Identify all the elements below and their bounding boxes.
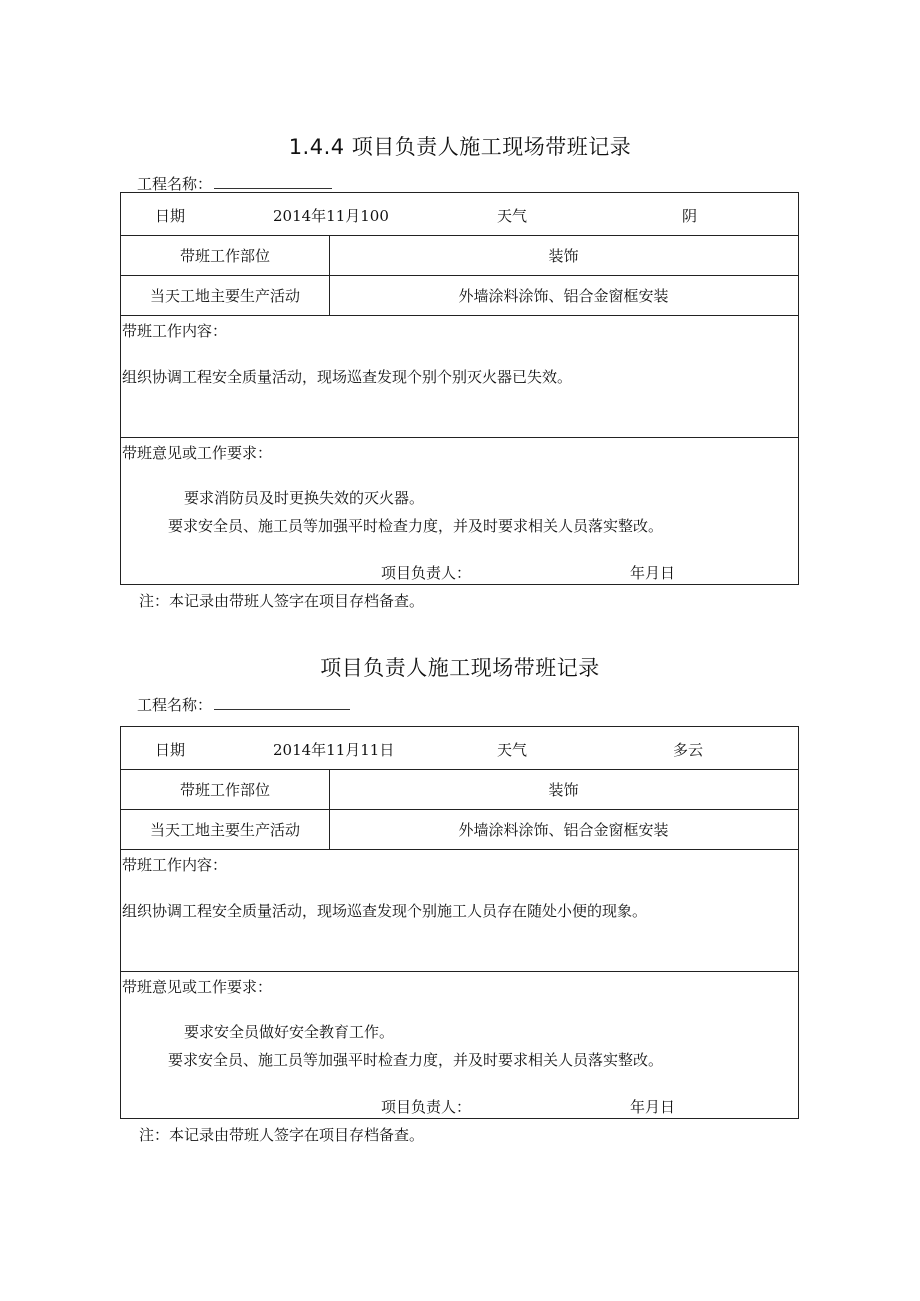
opinion-line-1: 要求消防员及时更换失效的灭火器。 xyxy=(184,489,425,507)
dept-row xyxy=(121,236,798,276)
content-row xyxy=(121,316,798,438)
content-row xyxy=(121,850,798,972)
date-weather-row xyxy=(121,193,798,236)
opinion-line-2: 要求安全员、施工员等加强平时检查力度，并及时要求相关人员落实整改。 xyxy=(168,1051,664,1069)
record-table xyxy=(120,192,799,585)
date-value: 2014年11月11日 xyxy=(273,741,395,759)
weather-label: 天气 xyxy=(497,741,528,759)
dept-label: 带班工作部位 xyxy=(179,247,270,265)
dept-value: 装饰 xyxy=(548,247,579,265)
dept-label: 带班工作部位 xyxy=(179,781,270,799)
weather-value: 多云 xyxy=(673,741,704,759)
opinion-label: 带班意见或工作要求： xyxy=(122,444,273,462)
opinion-row xyxy=(121,438,798,584)
dept-row xyxy=(121,770,798,810)
record-title: 1.4.4 项目负责人施工现场带班记录 xyxy=(288,135,632,159)
project-name-field xyxy=(137,694,350,715)
opinion-line-1: 要求安全员做好安全教育工作。 xyxy=(184,1023,395,1041)
opinion-row xyxy=(121,972,798,1118)
activity-row xyxy=(121,810,798,850)
project-name-blank[interactable] xyxy=(214,174,332,189)
date-label: 日期 xyxy=(155,207,186,225)
activity-row xyxy=(121,276,798,316)
project-name-field xyxy=(137,173,332,194)
opinion-line-2: 要求安全员、施工员等加强平时检查力度，并及时要求相关人员落实整改。 xyxy=(168,517,664,535)
opinion-label: 带班意见或工作要求： xyxy=(122,978,273,996)
record-note: 注：本记录由带班人签字在项目存档备查。 xyxy=(139,592,425,610)
content-text: 组织协调工程安全质量活动，现场巡查发现个别施工人员存在随处小便的现象。 xyxy=(122,902,648,920)
date-weather-row xyxy=(121,727,798,770)
content-text: 组织协调工程安全质量活动，现场巡查发现个别个别灭火器已失效。 xyxy=(122,368,573,386)
record-table xyxy=(120,726,799,1119)
sign-label: 项目负责人： xyxy=(381,564,472,582)
activity-value: 外墙涂料涂饰、铝合金窗框安装 xyxy=(458,287,669,305)
activity-label: 当天工地主要生产活动 xyxy=(149,821,300,839)
weather-label: 天气 xyxy=(497,207,528,225)
content-label: 带班工作内容： xyxy=(122,856,228,874)
project-name-blank[interactable] xyxy=(214,695,350,710)
dept-value: 装饰 xyxy=(548,781,579,799)
sign-date: 年月日 xyxy=(630,564,676,582)
weather-value: 阴 xyxy=(682,207,698,225)
activity-value: 外墙涂料涂饰、铝合金窗框安装 xyxy=(458,821,669,839)
date-value: 2014年11月100 xyxy=(273,207,389,225)
record-note: 注：本记录由带班人签字在项目存档备查。 xyxy=(139,1126,425,1144)
date-label: 日期 xyxy=(155,741,186,759)
record-title: 项目负责人施工现场带班记录 xyxy=(320,656,600,680)
project-name-label: 工程名称： xyxy=(137,175,213,193)
content-label: 带班工作内容： xyxy=(122,322,228,340)
activity-label: 当天工地主要生产活动 xyxy=(149,287,300,305)
sign-date: 年月日 xyxy=(630,1098,676,1116)
project-name-label: 工程名称： xyxy=(137,696,213,714)
sign-label: 项目负责人： xyxy=(381,1098,472,1116)
